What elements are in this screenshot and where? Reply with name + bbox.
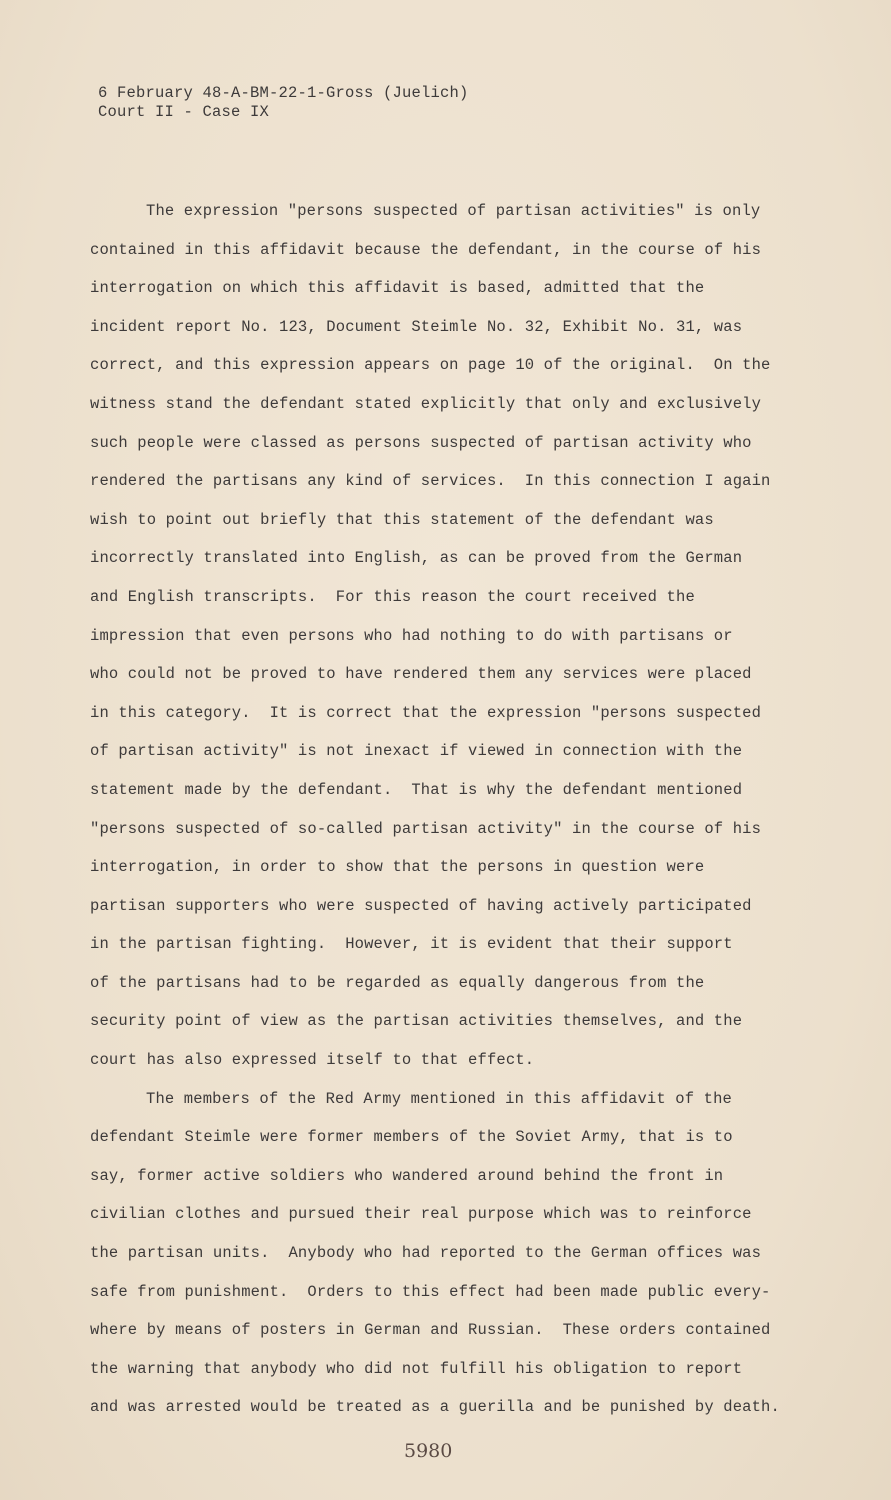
text-line: where by means of posters in German and Russian. These orders contained	[90, 1321, 771, 1340]
text-line: The members of the Red Army mentioned in this affidavit of the	[146, 1089, 732, 1108]
text-line: "persons suspected of so-called partisan activity" in the course of his	[90, 819, 762, 838]
text-line: of partisan activity" is not inexact if viewed in connection with the	[90, 742, 743, 761]
text-line: security point of view as the partisan activities themselves, and the	[90, 1012, 743, 1031]
text-line: incorrectly translated into English, as can be proved from the German	[90, 549, 743, 568]
text-line: say, former active soldiers who wandered around behind the front in	[90, 1166, 724, 1185]
text-line: contained in this affidavit because the defendant, in the course of his	[90, 240, 762, 259]
text-line: wish to point out briefly that this statement of the defendant was	[90, 510, 714, 529]
text-line: incident report No. 123, Document Steimle No. 32, Exhibit No. 31, was	[90, 317, 743, 336]
text-line: The expression "persons suspected of partisan activities" is only	[146, 202, 761, 220]
text-line: partisan supporters who were suspected of having actively participated	[90, 896, 752, 915]
document-body	[90, 199, 800, 1434]
header-date-reference: 6 February 48-A-BM-22-1-Gross (Juelich)	[98, 84, 469, 102]
text-line: and was arrested would be treated as a guerilla and be punished by death.	[90, 1398, 780, 1417]
text-line: statement made by the defendant. That is why the defendant mentioned	[90, 780, 743, 799]
text-line: interrogation on which this affidavit is based, admitted that the	[90, 279, 705, 298]
paragraph	[90, 1087, 800, 1434]
text-line: the partisan units. Anybody who had reported to the German offices was	[90, 1244, 762, 1263]
text-line: the warning that anybody who did not fulfill his obligation to report	[90, 1359, 743, 1378]
paragraph	[90, 199, 800, 1087]
page-number: 5980	[404, 1440, 453, 1462]
text-line: of the partisans had to be regarded as equally dangerous from the	[90, 973, 705, 992]
text-line: court has also expressed itself to that effect.	[90, 1051, 535, 1070]
text-line: safe from punishment. Orders to this effect had been made public every-	[90, 1282, 771, 1301]
text-line: civilian clothes and pursued their real purpose which was to reinforce	[90, 1205, 752, 1224]
text-line: interrogation, in order to show that the persons in question were	[90, 858, 705, 877]
text-line: rendered the partisans any kind of services. In this connection I again	[90, 472, 771, 491]
header-court-case: Court II - Case IX	[98, 103, 270, 121]
text-line: correct, and this expression appears on page 10 of the original. On the	[90, 356, 771, 375]
text-line: impression that even persons who had nothing to do with partisans or	[90, 626, 733, 645]
text-line: and English transcripts. For this reason the court received the	[90, 587, 695, 606]
text-line: defendant Steimle were former members of the Soviet Army, that is to	[90, 1128, 733, 1147]
text-line: in the partisan fighting. However, it is evident that their support	[90, 935, 733, 954]
document-header	[98, 84, 469, 122]
text-line: witness stand the defendant stated explicitly that only and exclusively	[90, 394, 762, 413]
text-line: such people were classed as persons suspected of partisan activity who	[90, 433, 752, 452]
text-line: in this category. It is correct that the expression "persons suspected	[90, 703, 762, 722]
text-line: who could not be proved to have rendered them any services were placed	[90, 665, 752, 684]
